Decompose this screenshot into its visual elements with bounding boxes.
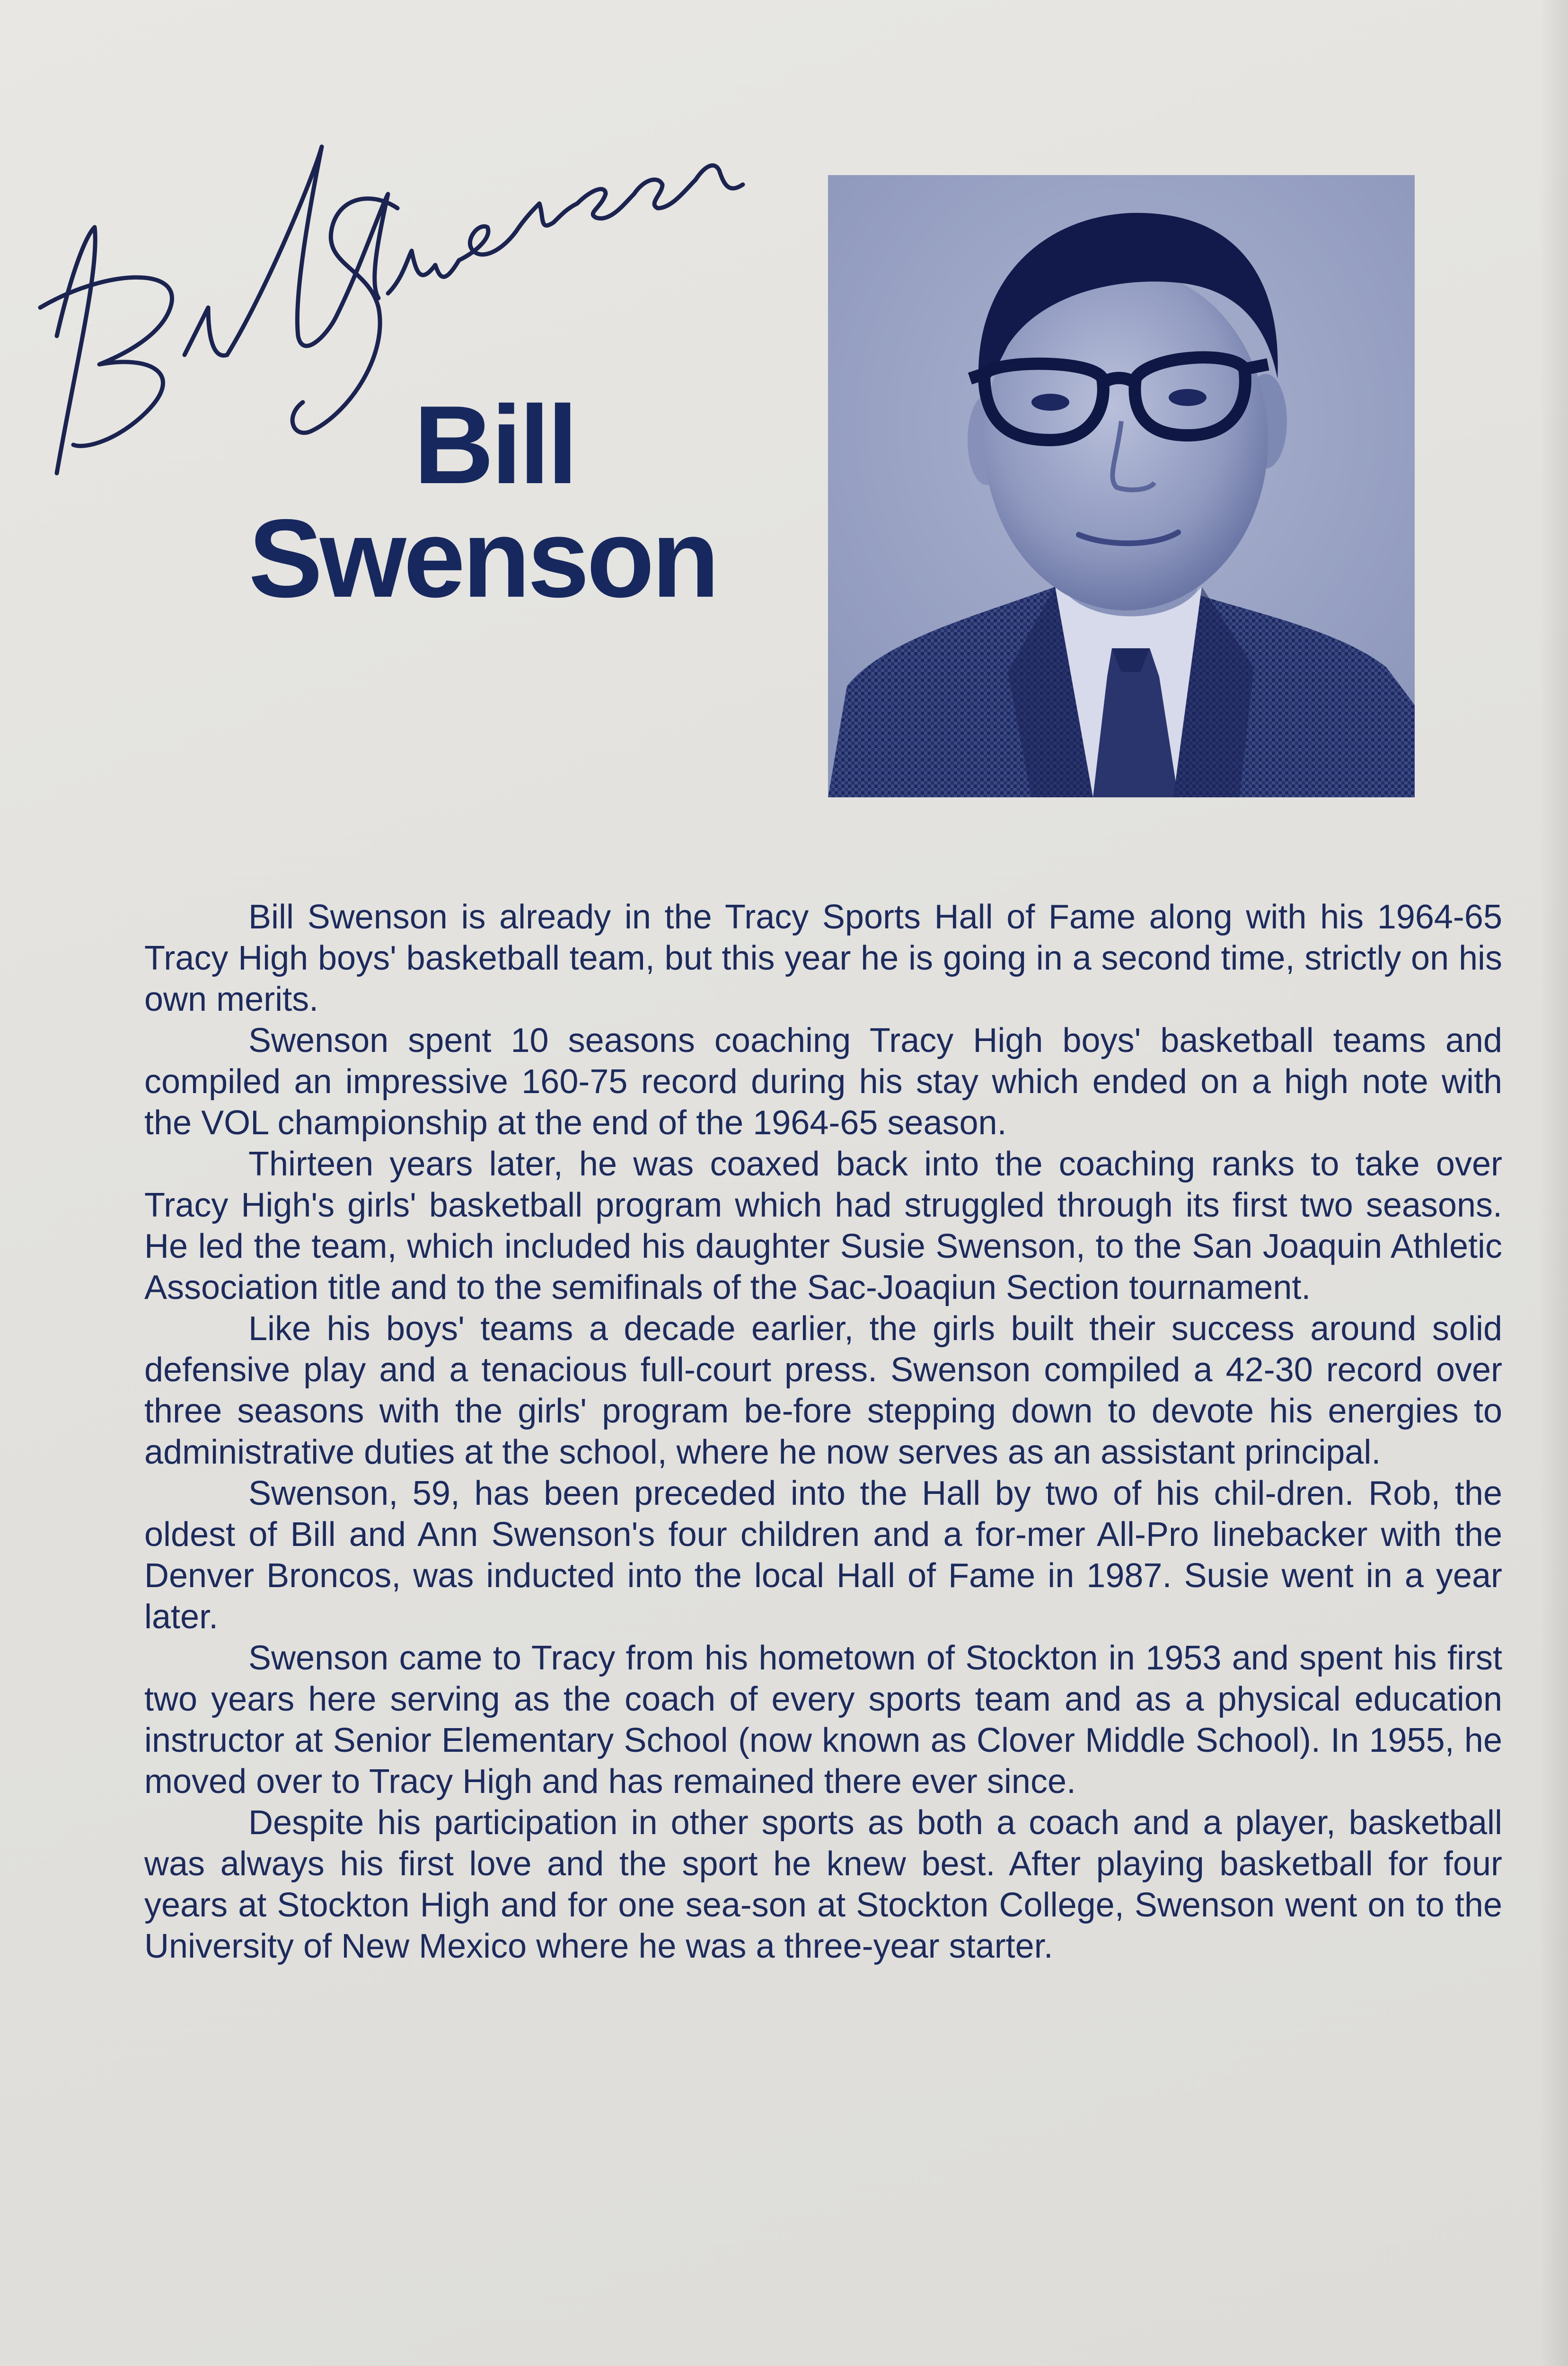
biography-article: [144, 897, 1502, 1967]
page-edge-shadow: [1540, 0, 1568, 2366]
article-paragraph: Like his boys' teams a decade earlier, the girls built their success around solid defensive play and a tenacious full-court press. Swenson compiled a 42-30 record over three seasons with the girls' program be-fore stepping down to devote his energies to administrative duties at the school, where he now serves as an assistant principal.: [144, 1310, 1502, 1471]
portrait-image: [828, 175, 1415, 797]
honoree-last-name: Swenson: [248, 495, 717, 620]
honoree-first-name: Bill: [414, 382, 575, 507]
article-paragraph: Swenson, 59, has been preceded into the Hall by two of his chil-dren. Rob, the oldest of Bill and Ann Swenson's four children and a for-mer All-Pro linebacker with the Denver Broncos, was inducted into the local Hall of Fame in 1987. Susie went in a year later.: [144, 1474, 1502, 1636]
portrait-photo: [828, 175, 1415, 797]
article-paragraph: Swenson came to Tracy from his hometown of Stockton in 1953 and spent his first two years here serving as the coach of every sports team and as a physical education instructor at Senior Elementary School (now known as Clover Middle School). In 1955, he moved over to Tracy High and has remained there ever since.: [144, 1639, 1502, 1801]
article-paragraph: Bill Swenson is already in the Tracy Sports Hall of Fame along with his 1964-65 Tracy High boys' basketball team, but this year he is going in a second time, strictly on his own merits.: [144, 898, 1502, 1018]
article-paragraph: Thirteen years later, he was coaxed back into the coaching ranks to take over Tracy High's girls' basketball program which had struggled through its first two seasons. He led the team, which included his daughter Susie Swenson, to the San Joaquin Athletic Association title and to the semifinals of the Sac-Joaqiun Section tournament.: [144, 1145, 1502, 1307]
article-paragraph: Despite his participation in other sports as both a coach and a player, basketball was always his first love and the sport he knew best. After playing basketball for four years at Stockton High and for one sea-son at Stockton College, Swenson went on to the University of New Mexico where he was a three-year starter.: [144, 1804, 1502, 1965]
article-paragraph: Swenson spent 10 seasons coaching Tracy High boys' basketball teams and compiled an impressive 160-75 record during his stay which ended on a high note with the VOL championship at the end of the 1964-65 season.: [144, 1022, 1502, 1142]
honoree-name: [222, 382, 743, 620]
